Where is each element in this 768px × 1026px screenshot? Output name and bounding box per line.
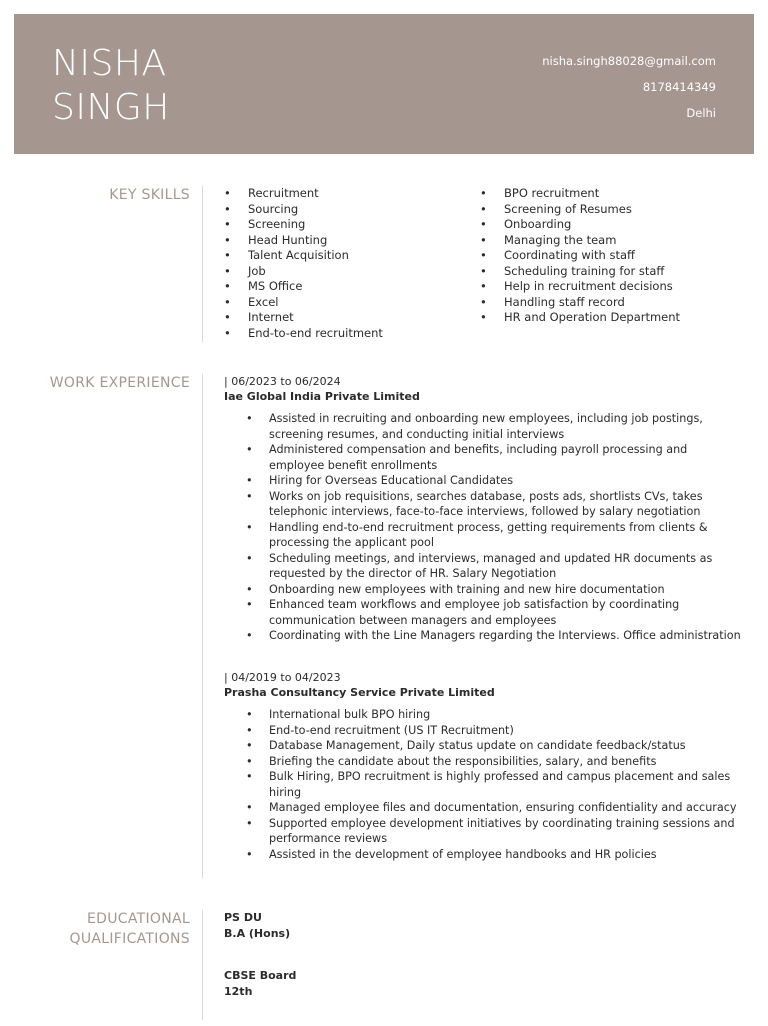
experience-entry xyxy=(224,670,744,862)
contact-info xyxy=(542,48,716,126)
first-name: NISHA xyxy=(52,43,167,84)
experience-bullet: • Briefing the candidate about the responsibilities, salary, and benefits xyxy=(224,754,744,770)
skill-item: • Recruitment xyxy=(224,186,383,202)
email: nisha.singh88028@gmail.com xyxy=(542,54,716,68)
experience-bullet: • Bulk Hiring, BPO recruitment is highly professed and campus placement and sales hiring xyxy=(224,769,744,800)
experience-company: Prasha Consultancy Service Private Limited xyxy=(224,686,495,699)
skill-item: • Job xyxy=(224,264,383,280)
experience-bullet: • Scheduling meetings, and interviews, managed and updated HR documents as requested by the director of HR. Salary Negotiation xyxy=(224,551,744,582)
education-list xyxy=(224,910,296,1026)
education-institution: PS DU xyxy=(224,911,262,924)
experience-bullet: • Hiring for Overseas Educational Candidates xyxy=(224,473,744,489)
experience-company: Iae Global India Private Limited xyxy=(224,390,420,403)
last-name: SINGH xyxy=(52,87,170,128)
section-divider xyxy=(202,374,203,878)
skill-item: • HR and Operation Department xyxy=(480,310,680,326)
work-experience-heading: WORK EXPERIENCE xyxy=(49,375,190,391)
education-degree: B.A (Hons) xyxy=(224,927,291,940)
section-divider xyxy=(202,186,203,342)
experience-bullet: • Administered compensation and benefits, including payroll processing and employee benefit enrollments xyxy=(224,442,744,473)
skill-item: • Help in recruitment decisions xyxy=(480,279,680,295)
education-item xyxy=(224,910,296,942)
experience-bullet: • Handling end-to-end recruitment process, getting requirements from clients & processing the applicant pool xyxy=(224,520,744,551)
experience-bullet: • Onboarding new employees with training and new hire documentation xyxy=(224,582,744,598)
education-heading xyxy=(14,909,190,949)
experience-bullets xyxy=(224,411,744,644)
experience-bullet: • Assisted in the development of employee handbooks and HR policies xyxy=(224,847,744,863)
skill-item: • Excel xyxy=(224,295,383,311)
skill-item: • Talent Acquisition xyxy=(224,248,383,264)
skills-list-left xyxy=(224,186,383,341)
experience-bullet: • Database Management, Daily status update on candidate feedback/status xyxy=(224,738,744,754)
education-heading-line1: EDUCATIONAL xyxy=(87,911,190,927)
education-degree: 12th xyxy=(224,985,253,998)
education-heading-line2: QUALIFICATIONS xyxy=(69,931,190,947)
skill-item: • Head Hunting xyxy=(224,233,383,249)
experience-entry xyxy=(224,374,744,644)
experience-dates: | 04/2019 to 04/2023 xyxy=(224,671,341,684)
key-skills-heading: KEY SKILLS xyxy=(109,187,190,203)
skill-item: • End-to-end recruitment xyxy=(224,326,383,342)
experience-dates: | 06/2023 to 06/2024 xyxy=(224,375,341,388)
phone: 8178414349 xyxy=(642,80,716,94)
experience-bullet: • Coordinating with the Line Managers regarding the Interviews. Office administration xyxy=(224,628,744,644)
experience-bullet: • Supported employee development initiatives by coordinating training sessions and performance reviews xyxy=(224,816,744,847)
skill-item: • Screening xyxy=(224,217,383,233)
experience-bullet: • End-to-end recruitment (US IT Recruitment) xyxy=(224,723,744,739)
skill-item: • Internet xyxy=(224,310,383,326)
experience-bullets xyxy=(224,707,744,862)
section-divider xyxy=(202,910,203,1020)
experience-bullet: • Managed employee files and documentation, ensuring confidentiality and accuracy xyxy=(224,800,744,816)
skill-item: • Scheduling training for staff xyxy=(480,264,680,280)
experience-bullet: • Assisted in recruiting and onboarding new employees, including job postings, screening resumes, and conducting initial interviews xyxy=(224,411,744,442)
resume-header xyxy=(14,14,754,154)
education-institution: CBSE Board xyxy=(224,969,297,982)
experience-bullet: • International bulk BPO hiring xyxy=(224,707,744,723)
skill-item: • Managing the team xyxy=(480,233,680,249)
skill-item: • Screening of Resumes xyxy=(480,202,680,218)
skill-item: • BPO recruitment xyxy=(480,186,680,202)
skill-item: • Handling staff record xyxy=(480,295,680,311)
skill-item: • Coordinating with staff xyxy=(480,248,680,264)
skills-list-right xyxy=(480,186,680,326)
experience-bullet: • Works on job requisitions, searches database, posts ads, shortlists CVs, takes telephonic interviews, face-to-face interviews, followed by salary negotiation xyxy=(224,489,744,520)
experience-bullet: • Enhanced team workflows and employee job satisfaction by coordinating communication between managers and employees xyxy=(224,597,744,628)
skill-item: • Sourcing xyxy=(224,202,383,218)
location: Delhi xyxy=(686,106,716,120)
skill-item: • Onboarding xyxy=(480,217,680,233)
candidate-name xyxy=(52,42,170,130)
skill-item: • MS Office xyxy=(224,279,383,295)
education-item xyxy=(224,968,296,1000)
